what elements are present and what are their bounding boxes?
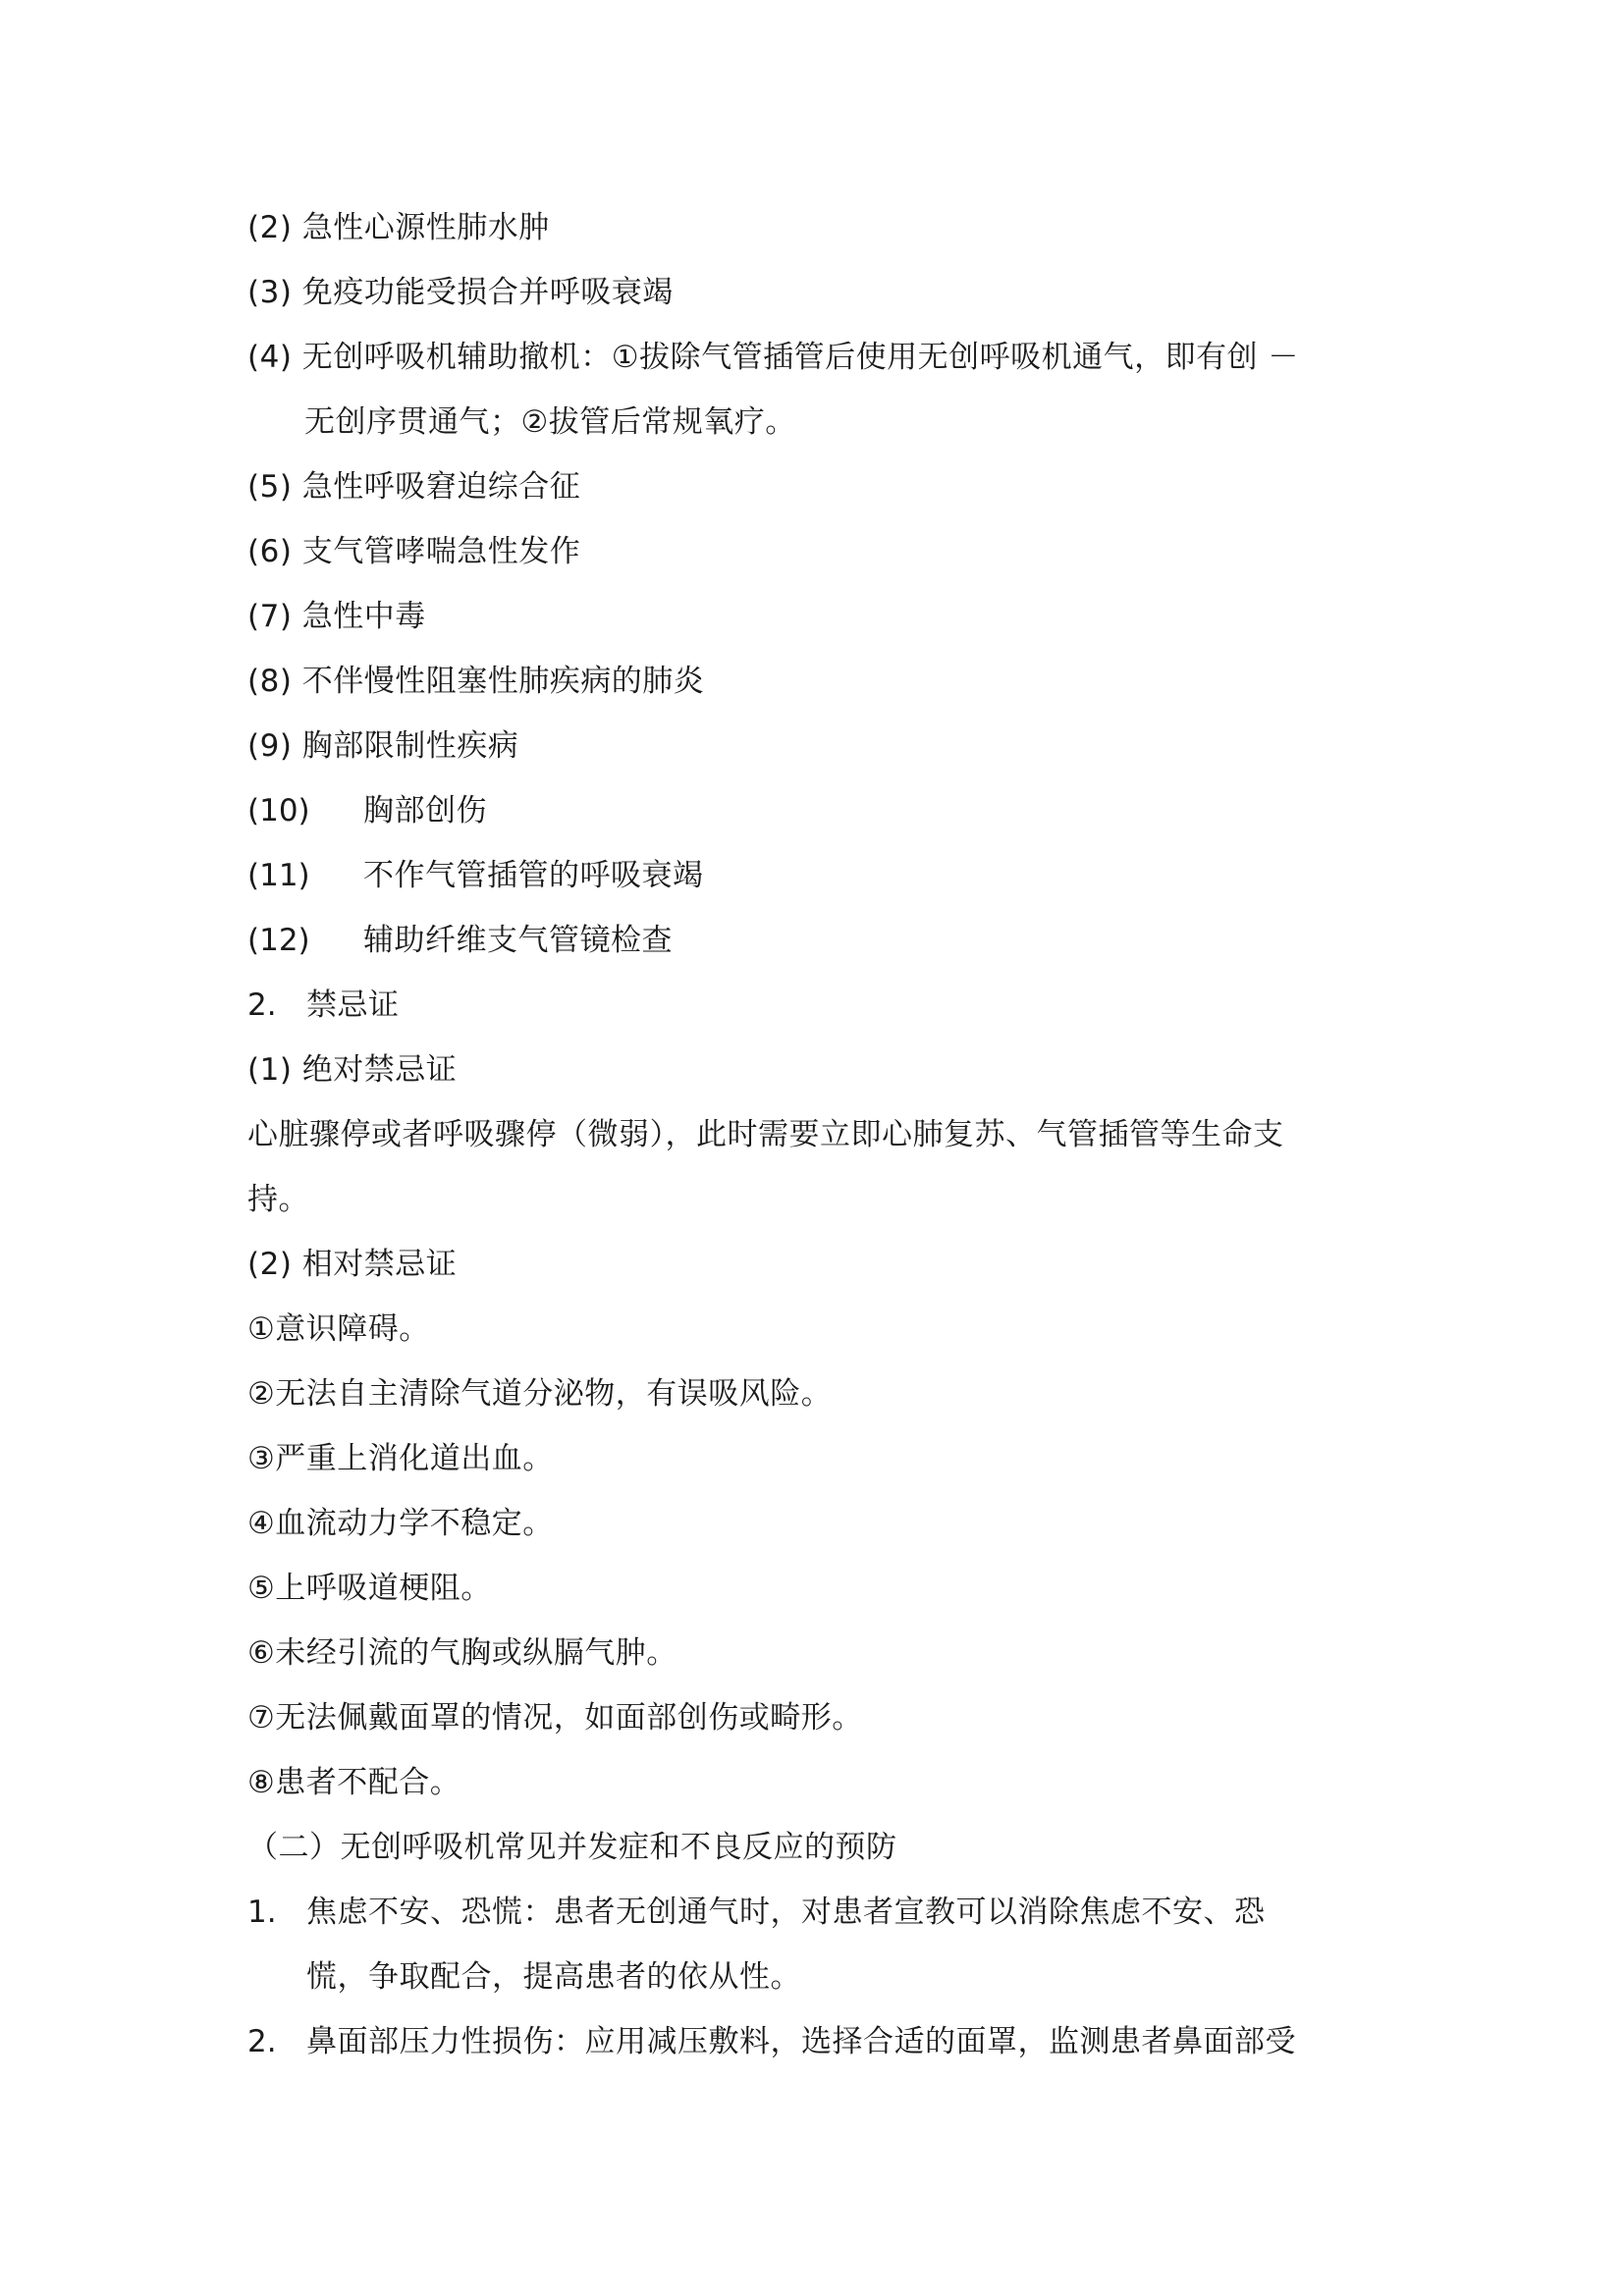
complication-item-2-number: 2.: [247, 2024, 277, 2059]
relative-contraindication-item: ⑤上呼吸道梗阻。: [247, 1571, 492, 1606]
indication-item-7: [247, 597, 426, 636]
item-number: (8): [247, 664, 293, 699]
item-number: (2): [247, 210, 293, 245]
indication-item-5: [247, 467, 580, 507]
indication-item-12-number: (12): [247, 923, 310, 958]
absolute-contraindications-text: 心脏骤停或者呼吸骤停（微弱），此时需要立即心肺复苏、气管插管等生命支: [247, 1117, 1284, 1152]
relative-contraindication-item: ①意识障碍。: [247, 1311, 430, 1347]
absolute-contraindications-text-continuation: 持。: [247, 1182, 309, 1217]
item-text: 急性呼吸窘迫综合征: [301, 469, 581, 505]
indication-item-4-continuation: 无创序贯通气；②拔管后常规氧疗。: [304, 404, 796, 440]
relative-contraindication-item: ②无法自主清除气道分泌物，有误吸风险。: [247, 1376, 833, 1412]
contraindications-heading-number: 2.: [247, 988, 277, 1023]
indication-item-11-number: (11): [247, 858, 310, 893]
item-number: (5): [247, 469, 293, 505]
indication-item-9: [247, 726, 518, 766]
indication-item-10-number: (10): [247, 793, 310, 828]
item-number: (4): [247, 340, 293, 375]
absolute-contraindications-heading: (1) 绝对禁忌证: [247, 1052, 458, 1088]
indication-item-3: [247, 273, 674, 312]
item-text: 急性中毒: [301, 599, 426, 634]
item-text: 无创呼吸机辅助撤机：①拔除气管插管后使用无创呼吸机通气，即有创 －: [301, 340, 1299, 375]
contraindications-heading: 禁忌证: [306, 988, 400, 1023]
indication-item-10-text: 胸部创伤: [363, 793, 487, 828]
relative-contraindication-item: ③严重上消化道出血。: [247, 1441, 554, 1476]
item-text: 不伴慢性阻塞性肺疾病的肺炎: [301, 664, 705, 699]
indication-item-2: [247, 208, 550, 247]
indication-item-8: [247, 662, 704, 701]
complication-item-2-text: 鼻面部压力性损伤：应用减压敷料，选择合适的面罩，监测患者鼻面部受: [306, 2024, 1296, 2059]
complication-item-1-number: 1.: [247, 1895, 277, 1930]
complication-item-1-continuation: 慌，争取配合，提高患者的依从性。: [306, 1959, 801, 1995]
relative-contraindication-item: ⑦无法佩戴面罩的情况，如面部创伤或畸形。: [247, 1700, 863, 1735]
item-number: (7): [247, 599, 293, 634]
relative-contraindications-heading: (2) 相对禁忌证: [247, 1247, 458, 1282]
relative-contraindication-item: ④血流动力学不稳定。: [247, 1506, 554, 1541]
item-text: 急性心源性肺水肿: [301, 210, 550, 245]
complication-item-1-text: 焦虑不安、恐慌：患者无创通气时，对患者宣教可以消除焦虑不安、恐: [306, 1895, 1266, 1930]
relative-contraindication-item: ⑥未经引流的气胸或纵膈气肿。: [247, 1635, 677, 1671]
indication-item-11-text: 不作气管插管的呼吸衰竭: [363, 858, 704, 893]
item-text: 免疫功能受损合并呼吸衰竭: [301, 275, 674, 310]
relative-contraindication-item: ⑧患者不配合。: [247, 1765, 461, 1800]
indication-item-6: [247, 532, 580, 571]
item-number: (9): [247, 728, 293, 764]
item-number: (6): [247, 534, 293, 569]
section-two-heading: （二）无创呼吸机常见并发症和不良反应的预防: [247, 1830, 897, 1865]
item-text: 支气管哮喘急性发作: [301, 534, 581, 569]
indication-item-4: [247, 338, 1299, 377]
indication-item-12-text: 辅助纤维支气管镜检查: [363, 923, 673, 958]
item-text: 胸部限制性疾病: [301, 728, 519, 764]
item-number: (3): [247, 275, 293, 310]
